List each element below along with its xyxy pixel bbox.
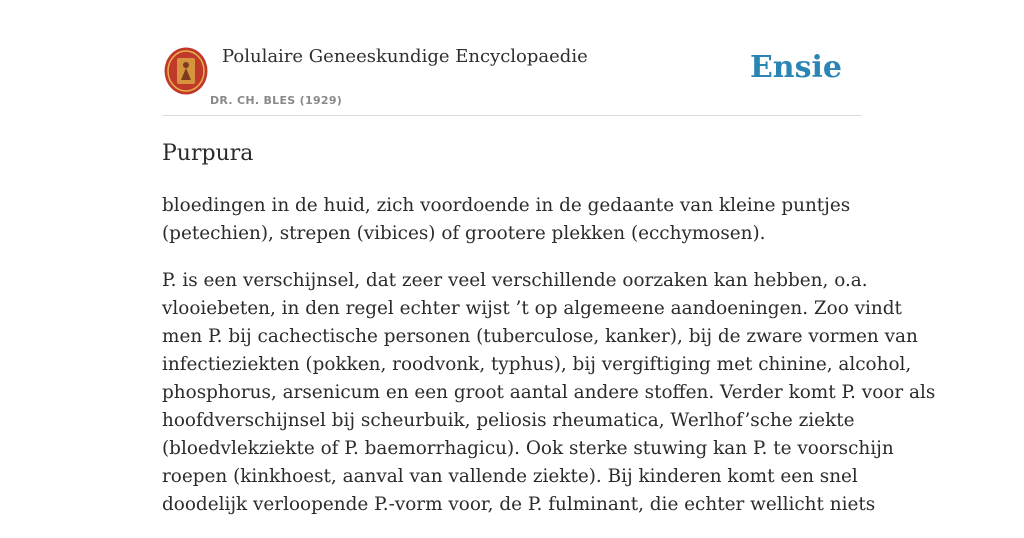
text-line: infectieziekten (pokken, roodvonk, typhus), bij vergiftiging met chinine, alcohol,: [162, 354, 912, 375]
text-line: phosphorus, arsenicum en een groot aantal andere stoffen. Verder komt P. voor als: [162, 382, 936, 403]
book-cover-icon[interactable]: [164, 47, 208, 95]
header: [162, 0, 862, 116]
book-author: DR. CH. BLES (1929): [210, 94, 343, 107]
text-line: doodelijk verloopende P.-vorm voor, de P. fulminant, die echter wellicht niets: [162, 494, 876, 515]
text-line: vlooiebeten, in den regel echter wijst ’t op algemeene aandoeningen. Zoo vindt: [162, 298, 902, 319]
paragraph: [162, 267, 936, 519]
entry-title: Purpura: [162, 141, 254, 166]
text-line: (petechien), strepen (vibices) of grootere plekken (ecchymosen).: [162, 223, 766, 244]
paragraph: [162, 192, 862, 248]
entry-body: [162, 192, 936, 538]
text-line: (bloedvlekziekte of P. baemorrhagicu). Ook sterke stuwing kan P. te voorschijn: [162, 438, 894, 459]
brand-logo[interactable]: Ensie: [749, 50, 842, 85]
page: [162, 0, 936, 515]
book-title[interactable]: Polulaire Geneeskundige Encyclopaedie: [222, 46, 588, 67]
text-line: roepen (kinkhoest, aanval van vallende ziekte). Bij kinderen komt een snel: [162, 466, 858, 487]
text-line: bloedingen in de huid, zich voordoende in de gedaante van kleine puntjes: [162, 195, 851, 216]
text-line: P. is een verschijnsel, dat zeer veel verschillende oorzaken kan hebben, o.a.: [162, 270, 868, 291]
text-line: men P. bij cachectische personen (tuberculose, kanker), bij de zware vormen van: [162, 326, 918, 347]
text-line: hoofdverschijnsel bij scheurbuik, peliosis rheumatica, Werlhof’sche ziekte: [162, 410, 855, 431]
